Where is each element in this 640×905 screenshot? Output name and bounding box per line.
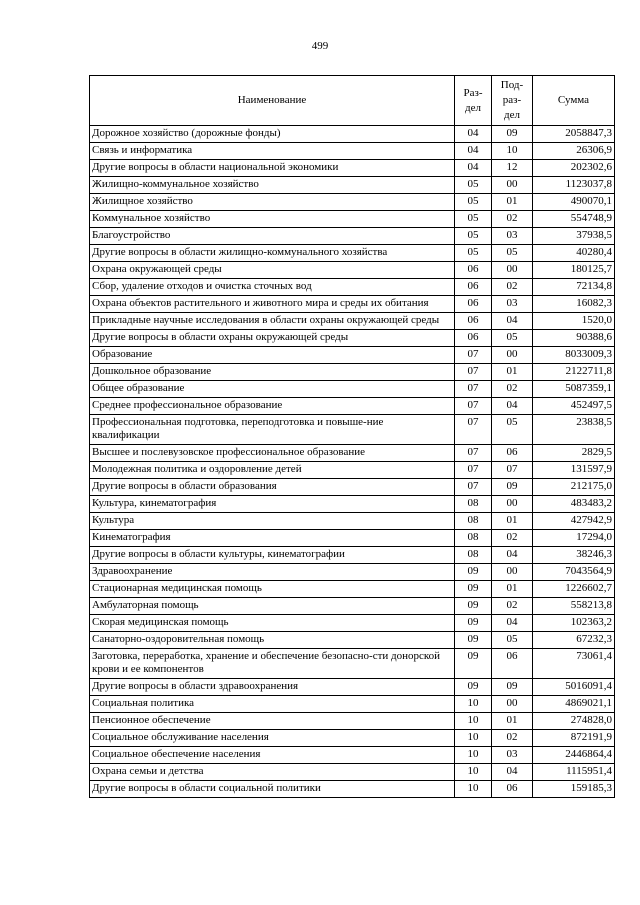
row-amount: 2829,5 — [533, 445, 615, 462]
row-section: 08 — [455, 513, 492, 530]
row-subsection: 03 — [492, 747, 533, 764]
row-amount: 7043564,9 — [533, 564, 615, 581]
row-amount: 67232,3 — [533, 632, 615, 649]
row-section: 09 — [455, 615, 492, 632]
row-amount: 102363,2 — [533, 615, 615, 632]
header-amount-label: Сумма — [557, 94, 590, 106]
row-subsection: 01 — [492, 194, 533, 211]
table-row — [90, 530, 615, 547]
row-name: Другие вопросы в области национальной экономики — [90, 160, 455, 177]
row-name: Социальная политика — [90, 696, 455, 713]
row-amount: 40280,4 — [533, 245, 615, 262]
row-name: Культура — [90, 513, 455, 530]
table-row — [90, 513, 615, 530]
row-amount: 558213,8 — [533, 598, 615, 615]
row-subsection: 00 — [492, 177, 533, 194]
row-section: 04 — [455, 126, 492, 143]
table-body — [90, 126, 615, 798]
header-subsection-line2: раз- — [502, 94, 522, 106]
row-name: Профессиональная подготовка, переподготовка и повыше-ние квалификации — [90, 415, 455, 445]
row-name: Санаторно-оздоровительная помощь — [90, 632, 455, 649]
row-section: 09 — [455, 632, 492, 649]
row-amount: 159185,3 — [533, 781, 615, 798]
row-section: 10 — [455, 696, 492, 713]
table-row — [90, 632, 615, 649]
row-name: Дорожное хозяйство (дорожные фонды) — [90, 126, 455, 143]
row-subsection: 01 — [492, 364, 533, 381]
row-section: 06 — [455, 330, 492, 347]
row-subsection: 02 — [492, 530, 533, 547]
row-section: 05 — [455, 177, 492, 194]
row-subsection: 02 — [492, 211, 533, 228]
row-section: 09 — [455, 598, 492, 615]
row-amount: 483483,2 — [533, 496, 615, 513]
row-subsection: 05 — [492, 415, 533, 445]
row-section: 07 — [455, 479, 492, 496]
row-section: 06 — [455, 296, 492, 313]
row-amount: 2122711,8 — [533, 364, 615, 381]
table-row — [90, 177, 615, 194]
row-subsection: 02 — [492, 381, 533, 398]
row-amount: 17294,0 — [533, 530, 615, 547]
row-section: 10 — [455, 764, 492, 781]
row-name: Охрана окружающей среды — [90, 262, 455, 279]
row-name: Здравоохранение — [90, 564, 455, 581]
header-subsection — [492, 76, 533, 126]
row-name: Высшее и послевузовское профессиональное образование — [90, 445, 455, 462]
table-row — [90, 415, 615, 445]
row-subsection: 05 — [492, 245, 533, 262]
table-row — [90, 381, 615, 398]
row-name: Другие вопросы в области жилищно-коммунального хозяйства — [90, 245, 455, 262]
header-section-line1: Раз- — [463, 86, 483, 99]
row-name: Культура, кинематография — [90, 496, 455, 513]
row-subsection: 04 — [492, 313, 533, 330]
header-subsection-line3: дел — [504, 109, 520, 121]
table-row — [90, 445, 615, 462]
row-subsection: 00 — [492, 496, 533, 513]
row-amount: 872191,9 — [533, 730, 615, 747]
row-name: Сбор, удаление отходов и очистка сточных вод — [90, 279, 455, 296]
row-subsection: 01 — [492, 513, 533, 530]
header-name-label: Наименование — [237, 94, 307, 106]
row-subsection: 07 — [492, 462, 533, 479]
row-section: 05 — [455, 211, 492, 228]
table-row — [90, 564, 615, 581]
row-amount: 8033009,3 — [533, 347, 615, 364]
row-amount: 38246,3 — [533, 547, 615, 564]
table-row — [90, 615, 615, 632]
row-section: 10 — [455, 730, 492, 747]
row-name: Коммунальное хозяйство — [90, 211, 455, 228]
row-subsection: 00 — [492, 262, 533, 279]
row-section: 07 — [455, 415, 492, 445]
table-row — [90, 296, 615, 313]
row-name: Другие вопросы в области культуры, кинематографии — [90, 547, 455, 564]
table-row — [90, 496, 615, 513]
row-section: 08 — [455, 530, 492, 547]
row-name: Стационарная медицинская помощь — [90, 581, 455, 598]
row-subsection: 02 — [492, 279, 533, 296]
row-name: Охрана семьи и детства — [90, 764, 455, 781]
row-name: Социальное обслуживание населения — [90, 730, 455, 747]
row-section: 08 — [455, 547, 492, 564]
row-subsection: 09 — [492, 126, 533, 143]
row-name: Другие вопросы в области социальной политики — [90, 781, 455, 798]
row-amount: 72134,8 — [533, 279, 615, 296]
table-row — [90, 747, 615, 764]
row-amount: 180125,7 — [533, 262, 615, 279]
table-row — [90, 211, 615, 228]
table-row — [90, 764, 615, 781]
row-subsection: 03 — [492, 296, 533, 313]
row-amount: 4869021,1 — [533, 696, 615, 713]
row-section: 05 — [455, 194, 492, 211]
row-amount: 37938,5 — [533, 228, 615, 245]
table-row — [90, 581, 615, 598]
row-amount: 131597,9 — [533, 462, 615, 479]
row-section: 05 — [455, 228, 492, 245]
table-row — [90, 781, 615, 798]
row-name: Среднее профессиональное образование — [90, 398, 455, 415]
row-amount: 23838,5 — [533, 415, 615, 445]
row-subsection: 00 — [492, 696, 533, 713]
row-subsection: 02 — [492, 598, 533, 615]
table-row — [90, 279, 615, 296]
row-name: Другие вопросы в области здравоохранения — [90, 679, 455, 696]
row-subsection: 04 — [492, 764, 533, 781]
row-subsection: 04 — [492, 547, 533, 564]
row-amount: 212175,0 — [533, 479, 615, 496]
row-name: Амбулаторная помощь — [90, 598, 455, 615]
row-subsection: 10 — [492, 143, 533, 160]
row-amount: 202302,6 — [533, 160, 615, 177]
row-amount: 26306,9 — [533, 143, 615, 160]
table-header-row — [90, 76, 615, 126]
row-name: Связь и информатика — [90, 143, 455, 160]
row-section: 07 — [455, 364, 492, 381]
row-subsection: 02 — [492, 730, 533, 747]
table-row — [90, 160, 615, 177]
row-amount: 1520,0 — [533, 313, 615, 330]
header-subsection-line1: Под- — [500, 79, 524, 91]
table-row — [90, 598, 615, 615]
table-row — [90, 194, 615, 211]
row-amount: 1226602,7 — [533, 581, 615, 598]
row-section: 09 — [455, 649, 492, 679]
row-section: 09 — [455, 581, 492, 598]
row-subsection: 09 — [492, 679, 533, 696]
row-name: Жилищно-коммунальное хозяйство — [90, 177, 455, 194]
table-row — [90, 364, 615, 381]
row-section: 06 — [455, 313, 492, 330]
row-name: Жилищное хозяйство — [90, 194, 455, 211]
row-amount: 1123037,8 — [533, 177, 615, 194]
row-name: Охрана объектов растительного и животного мира и среды их обитания — [90, 296, 455, 313]
row-subsection: 00 — [492, 347, 533, 364]
row-subsection: 04 — [492, 398, 533, 415]
row-amount: 16082,3 — [533, 296, 615, 313]
row-section: 07 — [455, 381, 492, 398]
row-name: Образование — [90, 347, 455, 364]
table-row — [90, 547, 615, 564]
table-row — [90, 262, 615, 279]
row-section: 04 — [455, 143, 492, 160]
table-row — [90, 347, 615, 364]
page-number: 499 — [311, 40, 329, 52]
row-amount: 554748,9 — [533, 211, 615, 228]
row-amount: 427942,9 — [533, 513, 615, 530]
row-name: Другие вопросы в области охраны окружающей среды — [90, 330, 455, 347]
row-section: 07 — [455, 347, 492, 364]
table-row — [90, 398, 615, 415]
row-name: Социальное обеспечение населения — [90, 747, 455, 764]
row-amount: 5087359,1 — [533, 381, 615, 398]
row-section: 06 — [455, 262, 492, 279]
row-subsection: 01 — [492, 713, 533, 730]
budget-table — [89, 75, 615, 798]
row-amount: 5016091,4 — [533, 679, 615, 696]
table-row — [90, 245, 615, 262]
row-name: Другие вопросы в области образования — [90, 479, 455, 496]
row-section: 09 — [455, 679, 492, 696]
row-subsection: 12 — [492, 160, 533, 177]
row-section: 05 — [455, 245, 492, 262]
table-row — [90, 313, 615, 330]
row-name: Заготовка, переработка, хранение и обеспечение безопасно-сти донорской крови и ее компонентов — [90, 649, 455, 679]
table-row — [90, 696, 615, 713]
row-subsection: 06 — [492, 649, 533, 679]
header-section — [455, 76, 492, 126]
table-row — [90, 649, 615, 679]
row-amount: 1115951,4 — [533, 764, 615, 781]
row-amount: 90388,6 — [533, 330, 615, 347]
table-row — [90, 143, 615, 160]
table-row — [90, 330, 615, 347]
row-subsection: 09 — [492, 479, 533, 496]
table-row — [90, 228, 615, 245]
row-section: 07 — [455, 445, 492, 462]
row-name: Дошкольное образование — [90, 364, 455, 381]
row-section: 04 — [455, 160, 492, 177]
header-name — [90, 76, 455, 126]
table-row — [90, 730, 615, 747]
header-amount — [533, 76, 615, 126]
row-section: 07 — [455, 462, 492, 479]
row-name: Молодежная политика и оздоровление детей — [90, 462, 455, 479]
table-row — [90, 462, 615, 479]
row-amount: 274828,0 — [533, 713, 615, 730]
row-name: Прикладные научные исследования в области охраны окружающей среды — [90, 313, 455, 330]
row-subsection: 01 — [492, 581, 533, 598]
row-subsection: 06 — [492, 445, 533, 462]
row-amount: 452497,5 — [533, 398, 615, 415]
row-name: Общее образование — [90, 381, 455, 398]
row-amount: 490070,1 — [533, 194, 615, 211]
row-name: Пенсионное обеспечение — [90, 713, 455, 730]
row-amount: 2058847,3 — [533, 126, 615, 143]
row-section: 06 — [455, 279, 492, 296]
table-row — [90, 679, 615, 696]
row-section: 10 — [455, 713, 492, 730]
row-subsection: 04 — [492, 615, 533, 632]
header-section-line2: дел — [465, 101, 481, 114]
row-subsection: 05 — [492, 330, 533, 347]
row-section: 09 — [455, 564, 492, 581]
row-subsection: 06 — [492, 781, 533, 798]
row-section: 10 — [455, 747, 492, 764]
table-row — [90, 713, 615, 730]
table-row — [90, 126, 615, 143]
row-section: 10 — [455, 781, 492, 798]
row-amount: 73061,4 — [533, 649, 615, 679]
row-subsection: 05 — [492, 632, 533, 649]
row-name: Кинематография — [90, 530, 455, 547]
row-subsection: 03 — [492, 228, 533, 245]
row-name: Благоустройство — [90, 228, 455, 245]
row-section: 07 — [455, 398, 492, 415]
row-amount: 2446864,4 — [533, 747, 615, 764]
row-section: 08 — [455, 496, 492, 513]
row-subsection: 00 — [492, 564, 533, 581]
table-row — [90, 479, 615, 496]
row-name: Скорая медицинская помощь — [90, 615, 455, 632]
